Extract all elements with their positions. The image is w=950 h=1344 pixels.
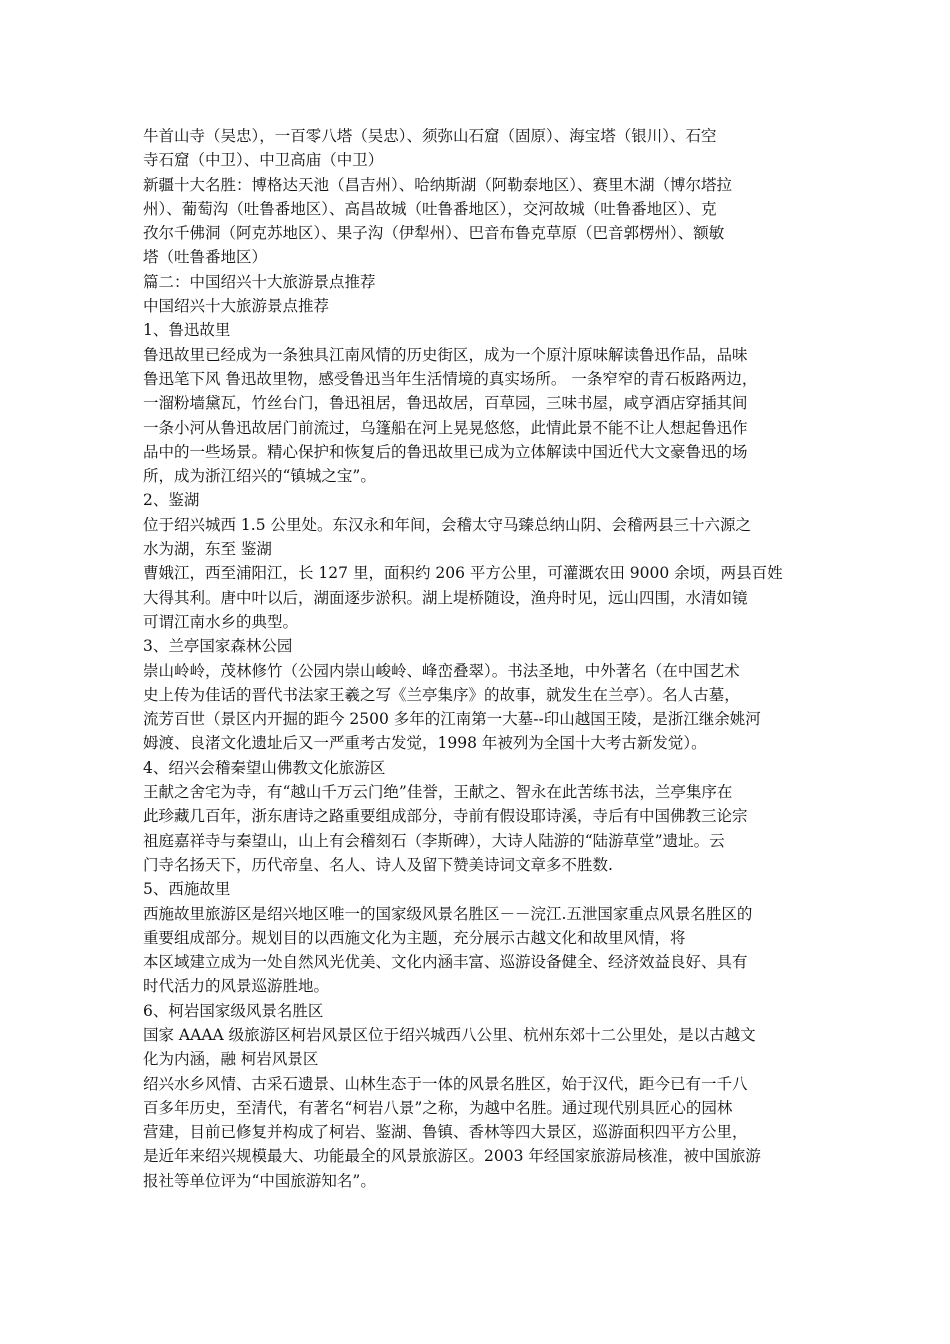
item-heading: 5、西施故里: [143, 880, 231, 899]
text-line: 一溜粉墙黛瓦，竹丝台门，鲁迅祖居，鲁迅故居，百草园，三味书屋，咸亨酒店穿插其间: [143, 394, 748, 413]
text-line: 是近年来绍兴规模最大、功能最全的风景旅游区。2003 年经国家旅游局核准，被中国旅游: [143, 1147, 761, 1166]
text-line: 塔（吐鲁番地区）: [143, 248, 268, 267]
text-line: 水为湖，东至 鉴湖: [143, 540, 272, 559]
text-line: 流芳百世（景区内开掘的距今 2500 多年的江南第一大墓--印山越国王陵，是浙江继余姚河: [143, 710, 761, 729]
item-heading: 6、柯岩国家级风景名胜区: [143, 1001, 324, 1020]
text-line: 时代活力的风景巡游胜地。: [143, 977, 330, 996]
text-line: 一条小河从鲁迅故居门前流过，乌篷船在河上晃晃悠悠，此情此景不能不让人想起鲁迅作: [143, 418, 748, 437]
text-line: 寺石窟（中卫）、中卫高庙（中卫）: [143, 151, 384, 170]
text-line: 国家 AAAA 级旅游区柯岩风景区位于绍兴城西八公里、杭州东郊十二公里处，是以古越文: [143, 1025, 756, 1044]
text-line: 王献之舍宅为寺，有“越山千万云门绝”佳誉，王献之、智永在此苦练书法，兰亭集序在: [143, 783, 733, 802]
text-line: 西施故里旅游区是绍兴地区唯一的国家级风景名胜区－－浣江.五泄国家重点风景名胜区的: [143, 904, 753, 923]
text-line: 本区域建立成为一处自然风光优美、文化内涵丰富、巡游设备健全、经济效益良好、具有: [143, 953, 748, 972]
item-heading: 1、鲁迅故里: [143, 321, 231, 340]
text-line: 门寺名扬天下，历代帝皇、名人、诗人及留下赞美诗词文章多不胜数.: [143, 855, 613, 874]
section-subtitle: 中国绍兴十大旅游景点推荐: [143, 297, 330, 316]
text-line: 姆渡、良渚文化遗址后又一严重考古发觉，1998 年被列为全国十大考古新发觉）。: [143, 734, 707, 753]
text-line: 重要组成部分。规划目的以西施文化为主题，充分展示古越文化和故里风情，将: [143, 928, 686, 947]
text-line: 史上传为佳话的晋代书法家王羲之写《兰亭集序》的故事，就发生在兰亭）。名人古墓，: [143, 685, 740, 704]
item-heading: 2、鉴湖: [143, 491, 200, 510]
text-line: 州）、葡萄沟（吐鲁番地区）、高昌故城（吐鲁番地区），交河故城（吐鲁番地区）、克: [143, 199, 717, 218]
item-heading: 4、绍兴会稽秦望山佛教文化旅游区: [143, 758, 386, 777]
document-body: [143, 124, 815, 1193]
text-line: 品中的一些场景。精心保护和恢复后的鲁迅故里已成为立体解读中国近代大文豪鲁迅的场: [143, 442, 748, 461]
text-line: 祖庭嘉祥寺与秦望山，山上有会稽刻石（李斯碑），大诗人陆游的“陆游草堂”遗址。云: [143, 831, 725, 850]
text-line: 报社等单位评为“中国旅游知名”。: [143, 1171, 376, 1190]
text-line: 所，成为浙江绍兴的“镇城之宝”。: [143, 467, 376, 486]
item-heading: 3、兰亭国家森林公园: [143, 637, 293, 656]
text-line: 化为内涵，融 柯岩风景区: [143, 1050, 319, 1069]
text-line: 崇山岭岭，茂林修竹（公园内崇山峻岭、峰峦叠翠）。书法圣地，中外著名（在中国艺术: [143, 661, 740, 680]
text-line: 百多年历史，至清代，有著名“柯岩八景”之称，为越中名胜。通过现代别具匠心的园林: [143, 1098, 733, 1117]
text-line: 营建，目前已修复并构成了柯岩、鉴湖、鲁镇、香林等四大景区，巡游面积四平方公里，: [143, 1123, 748, 1142]
text-line: 位于绍兴城西 1.5 公里处。东汉永和年间，会稽太守马臻总纳山阴、会稽两县三十六源之: [143, 515, 752, 534]
text-line: 孜尔千佛洞（阿克苏地区）、果子沟（伊犁州）、巴音布鲁克草原（巴音郭楞州）、额敏: [143, 224, 725, 243]
section-heading: 篇二：中国绍兴十大旅游景点推荐: [143, 272, 376, 291]
text-line: 牛首山寺（吴忠），一百零八塔（吴忠）、须弥山石窟（固原）、海宝塔（银川）、石空: [143, 127, 717, 145]
text-line: 鲁迅故里已经成为一条独具江南风情的历史街区，成为一个原汁原味解读鲁迅作品，品味: [143, 345, 748, 364]
text-line: 绍兴水乡风情、古采石遗景、山林生态于一体的风景名胜区，始于汉代，距今已有一千八: [143, 1074, 748, 1093]
text-line: 大得其利。唐中叶以后，湖面逐步淤积。湖上堤桥随设，渔舟时见，远山四围，水清如镜: [143, 588, 748, 607]
text-line: 可谓江南水乡的典型。: [143, 612, 299, 631]
text-line: 曹娥江，西至浦阳江，长 127 里，面积约 206 平方公里，可灌溉农田 9000 余顷，两县百姓: [143, 564, 783, 583]
text-line: 鲁迅笔下风 鲁迅故里物，感受鲁迅当年生活情境的真实场所。 一条窄窄的青石板路两边，: [143, 369, 758, 388]
text-line: 新疆十大名胜：博格达天池（昌吉州）、哈纳斯湖（阿勒泰地区）、赛里木湖（博尔塔拉: [143, 175, 733, 194]
text-line: 此珍藏几百年，浙东唐诗之路重要组成部分，寺前有假设耶诗溪，寺后有中国佛教三论宗: [143, 807, 748, 826]
